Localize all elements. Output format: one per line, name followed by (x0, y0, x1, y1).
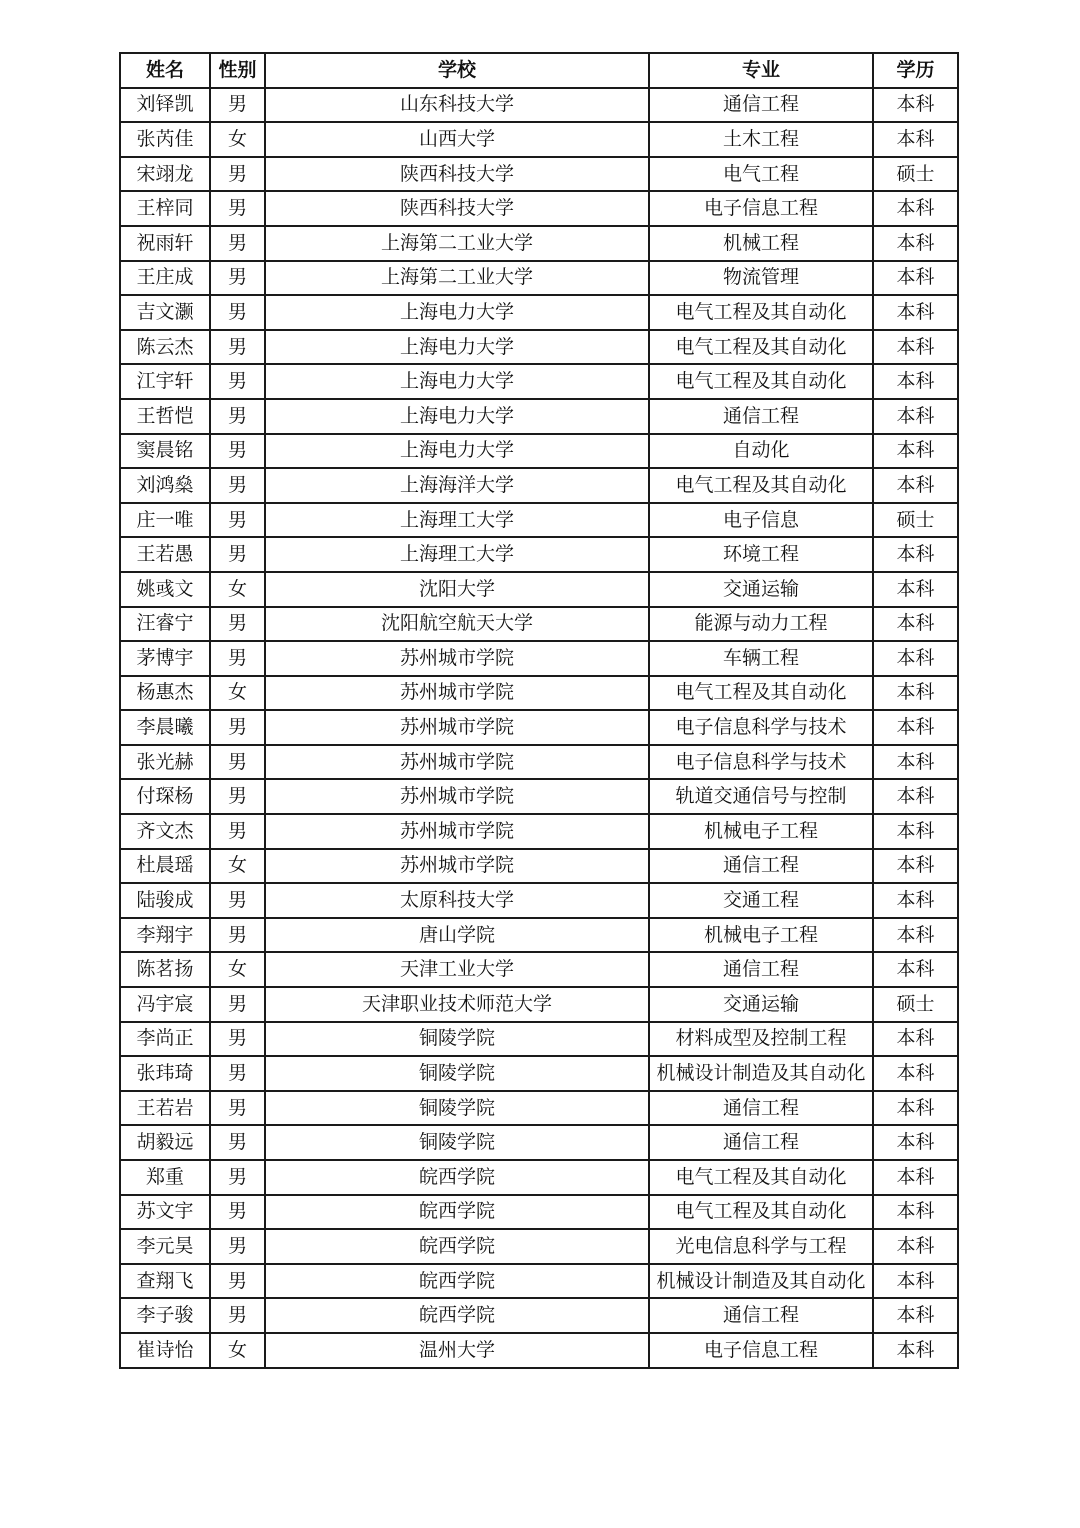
cell-gender: 男 (210, 1056, 265, 1091)
cell-gender: 男 (210, 434, 265, 469)
cell-name: 祝雨轩 (120, 226, 210, 261)
cell-name: 窦晨铭 (120, 434, 210, 469)
header-major: 专业 (649, 53, 873, 88)
cell-degree: 本科 (873, 883, 958, 918)
cell-major: 电子信息 (649, 503, 873, 538)
cell-major: 机械电子工程 (649, 814, 873, 849)
cell-degree: 本科 (873, 261, 958, 296)
header-gender: 性别 (210, 53, 265, 88)
cell-school: 上海电力大学 (265, 364, 649, 399)
cell-name: 李元昊 (120, 1229, 210, 1264)
table-row (120, 1229, 958, 1264)
cell-name: 王梓同 (120, 191, 210, 226)
cell-major: 机械设计制造及其自动化 (649, 1056, 873, 1091)
cell-school: 苏州城市学院 (265, 779, 649, 814)
cell-school: 皖西学院 (265, 1298, 649, 1333)
cell-major: 电气工程 (649, 157, 873, 192)
cell-name: 杜晨瑶 (120, 849, 210, 884)
cell-name: 李子骏 (120, 1298, 210, 1333)
cell-degree: 本科 (873, 641, 958, 676)
cell-school: 上海第二工业大学 (265, 261, 649, 296)
cell-name: 齐文杰 (120, 814, 210, 849)
cell-major: 交通工程 (649, 883, 873, 918)
cell-school: 上海电力大学 (265, 434, 649, 469)
table-row (120, 330, 958, 365)
cell-degree: 本科 (873, 364, 958, 399)
cell-major: 光电信息科学与工程 (649, 1229, 873, 1264)
cell-degree: 本科 (873, 226, 958, 261)
cell-degree: 本科 (873, 122, 958, 157)
table-row (120, 261, 958, 296)
cell-gender: 男 (210, 503, 265, 538)
table-row (120, 295, 958, 330)
cell-gender: 男 (210, 537, 265, 572)
cell-gender: 女 (210, 952, 265, 987)
cell-school: 铜陵学院 (265, 1091, 649, 1126)
cell-degree: 本科 (873, 1125, 958, 1160)
cell-major: 通信工程 (649, 1091, 873, 1126)
table-row (120, 364, 958, 399)
cell-major: 物流管理 (649, 261, 873, 296)
cell-major: 轨道交通信号与控制 (649, 779, 873, 814)
table-row (120, 226, 958, 261)
cell-degree: 本科 (873, 434, 958, 469)
table-header-row (120, 53, 958, 88)
cell-name: 刘鸿燊 (120, 468, 210, 503)
cell-major: 机械设计制造及其自动化 (649, 1264, 873, 1299)
cell-school: 太原科技大学 (265, 883, 649, 918)
cell-degree: 本科 (873, 1195, 958, 1230)
cell-major: 通信工程 (649, 399, 873, 434)
cell-school: 上海海洋大学 (265, 468, 649, 503)
cell-gender: 女 (210, 122, 265, 157)
cell-major: 电子信息科学与技术 (649, 710, 873, 745)
cell-name: 李尚正 (120, 1022, 210, 1057)
cell-school: 苏州城市学院 (265, 676, 649, 711)
cell-major: 能源与动力工程 (649, 607, 873, 642)
cell-name: 茅博宇 (120, 641, 210, 676)
cell-degree: 本科 (873, 676, 958, 711)
cell-name: 苏文宇 (120, 1195, 210, 1230)
cell-major: 电气工程及其自动化 (649, 295, 873, 330)
table-row (120, 122, 958, 157)
cell-major: 通信工程 (649, 952, 873, 987)
cell-gender: 男 (210, 468, 265, 503)
cell-degree: 本科 (873, 849, 958, 884)
cell-name: 陆骏成 (120, 883, 210, 918)
cell-major: 电气工程及其自动化 (649, 676, 873, 711)
cell-school: 皖西学院 (265, 1264, 649, 1299)
cell-gender: 男 (210, 641, 265, 676)
cell-gender: 男 (210, 1091, 265, 1126)
cell-name: 陈云杰 (120, 330, 210, 365)
cell-major: 电气工程及其自动化 (649, 364, 873, 399)
table-row (120, 468, 958, 503)
cell-gender: 男 (210, 987, 265, 1022)
cell-degree: 本科 (873, 1229, 958, 1264)
cell-major: 通信工程 (649, 1125, 873, 1160)
cell-gender: 男 (210, 918, 265, 953)
cell-degree: 本科 (873, 88, 958, 123)
cell-degree: 本科 (873, 1056, 958, 1091)
cell-name: 李翔宇 (120, 918, 210, 953)
cell-school: 上海第二工业大学 (265, 226, 649, 261)
cell-degree: 本科 (873, 572, 958, 607)
cell-school: 沈阳大学 (265, 572, 649, 607)
cell-name: 庄一唯 (120, 503, 210, 538)
cell-gender: 男 (210, 814, 265, 849)
cell-gender: 男 (210, 1195, 265, 1230)
cell-school: 上海电力大学 (265, 399, 649, 434)
cell-major: 电气工程及其自动化 (649, 330, 873, 365)
cell-name: 王若愚 (120, 537, 210, 572)
table-row (120, 883, 958, 918)
cell-degree: 本科 (873, 1022, 958, 1057)
cell-degree: 本科 (873, 814, 958, 849)
cell-major: 车辆工程 (649, 641, 873, 676)
cell-major: 机械电子工程 (649, 918, 873, 953)
cell-name: 陈茗扬 (120, 952, 210, 987)
cell-school: 上海理工大学 (265, 537, 649, 572)
cell-gender: 男 (210, 1229, 265, 1264)
cell-gender: 男 (210, 1298, 265, 1333)
cell-school: 上海理工大学 (265, 503, 649, 538)
cell-name: 王哲恺 (120, 399, 210, 434)
table-row (120, 1125, 958, 1160)
cell-school: 山西大学 (265, 122, 649, 157)
cell-name: 查翔飞 (120, 1264, 210, 1299)
table-row (120, 952, 958, 987)
table-row (120, 710, 958, 745)
cell-school: 上海电力大学 (265, 295, 649, 330)
cell-school: 苏州城市学院 (265, 710, 649, 745)
cell-major: 电子信息科学与技术 (649, 745, 873, 780)
cell-gender: 女 (210, 1333, 265, 1368)
cell-school: 皖西学院 (265, 1229, 649, 1264)
cell-school: 苏州城市学院 (265, 849, 649, 884)
cell-major: 电气工程及其自动化 (649, 468, 873, 503)
cell-gender: 男 (210, 1264, 265, 1299)
cell-gender: 男 (210, 191, 265, 226)
cell-degree: 本科 (873, 1264, 958, 1299)
cell-name: 杨惠杰 (120, 676, 210, 711)
table-row (120, 779, 958, 814)
table-row (120, 572, 958, 607)
cell-school: 温州大学 (265, 1333, 649, 1368)
cell-school: 天津职业技术师范大学 (265, 987, 649, 1022)
table-row (120, 1022, 958, 1057)
cell-major: 材料成型及控制工程 (649, 1022, 873, 1057)
table-row (120, 676, 958, 711)
cell-school: 山东科技大学 (265, 88, 649, 123)
cell-school: 上海电力大学 (265, 330, 649, 365)
table-row (120, 1195, 958, 1230)
cell-major: 机械工程 (649, 226, 873, 261)
cell-gender: 女 (210, 572, 265, 607)
cell-gender: 女 (210, 849, 265, 884)
cell-school: 苏州城市学院 (265, 814, 649, 849)
header-school: 学校 (265, 53, 649, 88)
cell-degree: 本科 (873, 779, 958, 814)
cell-name: 姚彧文 (120, 572, 210, 607)
cell-school: 陕西科技大学 (265, 157, 649, 192)
cell-name: 李晨曦 (120, 710, 210, 745)
cell-gender: 男 (210, 710, 265, 745)
cell-school: 天津工业大学 (265, 952, 649, 987)
header-name: 姓名 (120, 53, 210, 88)
cell-gender: 男 (210, 295, 265, 330)
cell-school: 皖西学院 (265, 1160, 649, 1195)
cell-degree: 本科 (873, 1091, 958, 1126)
cell-degree: 本科 (873, 191, 958, 226)
cell-name: 刘铎凯 (120, 88, 210, 123)
roster-table (119, 52, 959, 1369)
cell-name: 张玮琦 (120, 1056, 210, 1091)
cell-name: 张芮佳 (120, 122, 210, 157)
cell-name: 郑重 (120, 1160, 210, 1195)
cell-major: 通信工程 (649, 88, 873, 123)
cell-school: 沈阳航空航天大学 (265, 607, 649, 642)
table-row (120, 814, 958, 849)
cell-school: 苏州城市学院 (265, 641, 649, 676)
cell-school: 陕西科技大学 (265, 191, 649, 226)
cell-gender: 女 (210, 676, 265, 711)
table-row (120, 849, 958, 884)
cell-major: 电气工程及其自动化 (649, 1160, 873, 1195)
cell-major: 交通运输 (649, 987, 873, 1022)
cell-name: 崔诗怡 (120, 1333, 210, 1368)
cell-gender: 男 (210, 779, 265, 814)
table-row (120, 1264, 958, 1299)
table-row (120, 918, 958, 953)
cell-gender: 男 (210, 226, 265, 261)
table-row (120, 987, 958, 1022)
cell-name: 吉文灏 (120, 295, 210, 330)
cell-major: 交通运输 (649, 572, 873, 607)
table-row (120, 537, 958, 572)
table-row (120, 191, 958, 226)
table-row (120, 745, 958, 780)
cell-school: 皖西学院 (265, 1195, 649, 1230)
table-row (120, 88, 958, 123)
cell-major: 土木工程 (649, 122, 873, 157)
table-row (120, 641, 958, 676)
cell-gender: 男 (210, 1022, 265, 1057)
cell-gender: 男 (210, 399, 265, 434)
table-row (120, 157, 958, 192)
cell-gender: 男 (210, 745, 265, 780)
table-row (120, 1056, 958, 1091)
cell-degree: 硕士 (873, 503, 958, 538)
table-row (120, 1333, 958, 1368)
cell-school: 铜陵学院 (265, 1056, 649, 1091)
cell-name: 王若岩 (120, 1091, 210, 1126)
cell-degree: 本科 (873, 1298, 958, 1333)
cell-major: 电子信息工程 (649, 1333, 873, 1368)
cell-major: 通信工程 (649, 1298, 873, 1333)
cell-name: 张光赫 (120, 745, 210, 780)
cell-degree: 本科 (873, 1333, 958, 1368)
cell-gender: 男 (210, 1160, 265, 1195)
cell-degree: 本科 (873, 745, 958, 780)
cell-degree: 本科 (873, 918, 958, 953)
cell-school: 铜陵学院 (265, 1022, 649, 1057)
cell-major: 电气工程及其自动化 (649, 1195, 873, 1230)
table-row (120, 1091, 958, 1126)
table-row (120, 399, 958, 434)
table-row (120, 1160, 958, 1195)
cell-degree: 本科 (873, 295, 958, 330)
cell-degree: 硕士 (873, 987, 958, 1022)
cell-degree: 本科 (873, 468, 958, 503)
cell-gender: 男 (210, 364, 265, 399)
cell-gender: 男 (210, 88, 265, 123)
table-row (120, 1298, 958, 1333)
cell-major: 电子信息工程 (649, 191, 873, 226)
cell-school: 铜陵学院 (265, 1125, 649, 1160)
cell-gender: 男 (210, 1125, 265, 1160)
cell-degree: 本科 (873, 607, 958, 642)
cell-gender: 男 (210, 607, 265, 642)
cell-major: 环境工程 (649, 537, 873, 572)
cell-major: 自动化 (649, 434, 873, 469)
cell-gender: 男 (210, 157, 265, 192)
cell-name: 胡毅远 (120, 1125, 210, 1160)
table-row (120, 607, 958, 642)
table-body (120, 88, 958, 1368)
cell-degree: 本科 (873, 399, 958, 434)
table-row (120, 434, 958, 469)
cell-gender: 男 (210, 261, 265, 296)
cell-degree: 本科 (873, 330, 958, 365)
cell-school: 苏州城市学院 (265, 745, 649, 780)
cell-school: 唐山学院 (265, 918, 649, 953)
cell-name: 付琛杨 (120, 779, 210, 814)
header-degree: 学历 (873, 53, 958, 88)
cell-degree: 本科 (873, 710, 958, 745)
cell-name: 汪睿宁 (120, 607, 210, 642)
table-row (120, 503, 958, 538)
cell-name: 王庄成 (120, 261, 210, 296)
cell-name: 宋翊龙 (120, 157, 210, 192)
cell-degree: 本科 (873, 1160, 958, 1195)
cell-gender: 男 (210, 883, 265, 918)
cell-major: 通信工程 (649, 849, 873, 884)
cell-degree: 本科 (873, 537, 958, 572)
cell-gender: 男 (210, 330, 265, 365)
cell-degree: 硕士 (873, 157, 958, 192)
cell-name: 江宇轩 (120, 364, 210, 399)
cell-degree: 本科 (873, 952, 958, 987)
cell-name: 冯宇宸 (120, 987, 210, 1022)
